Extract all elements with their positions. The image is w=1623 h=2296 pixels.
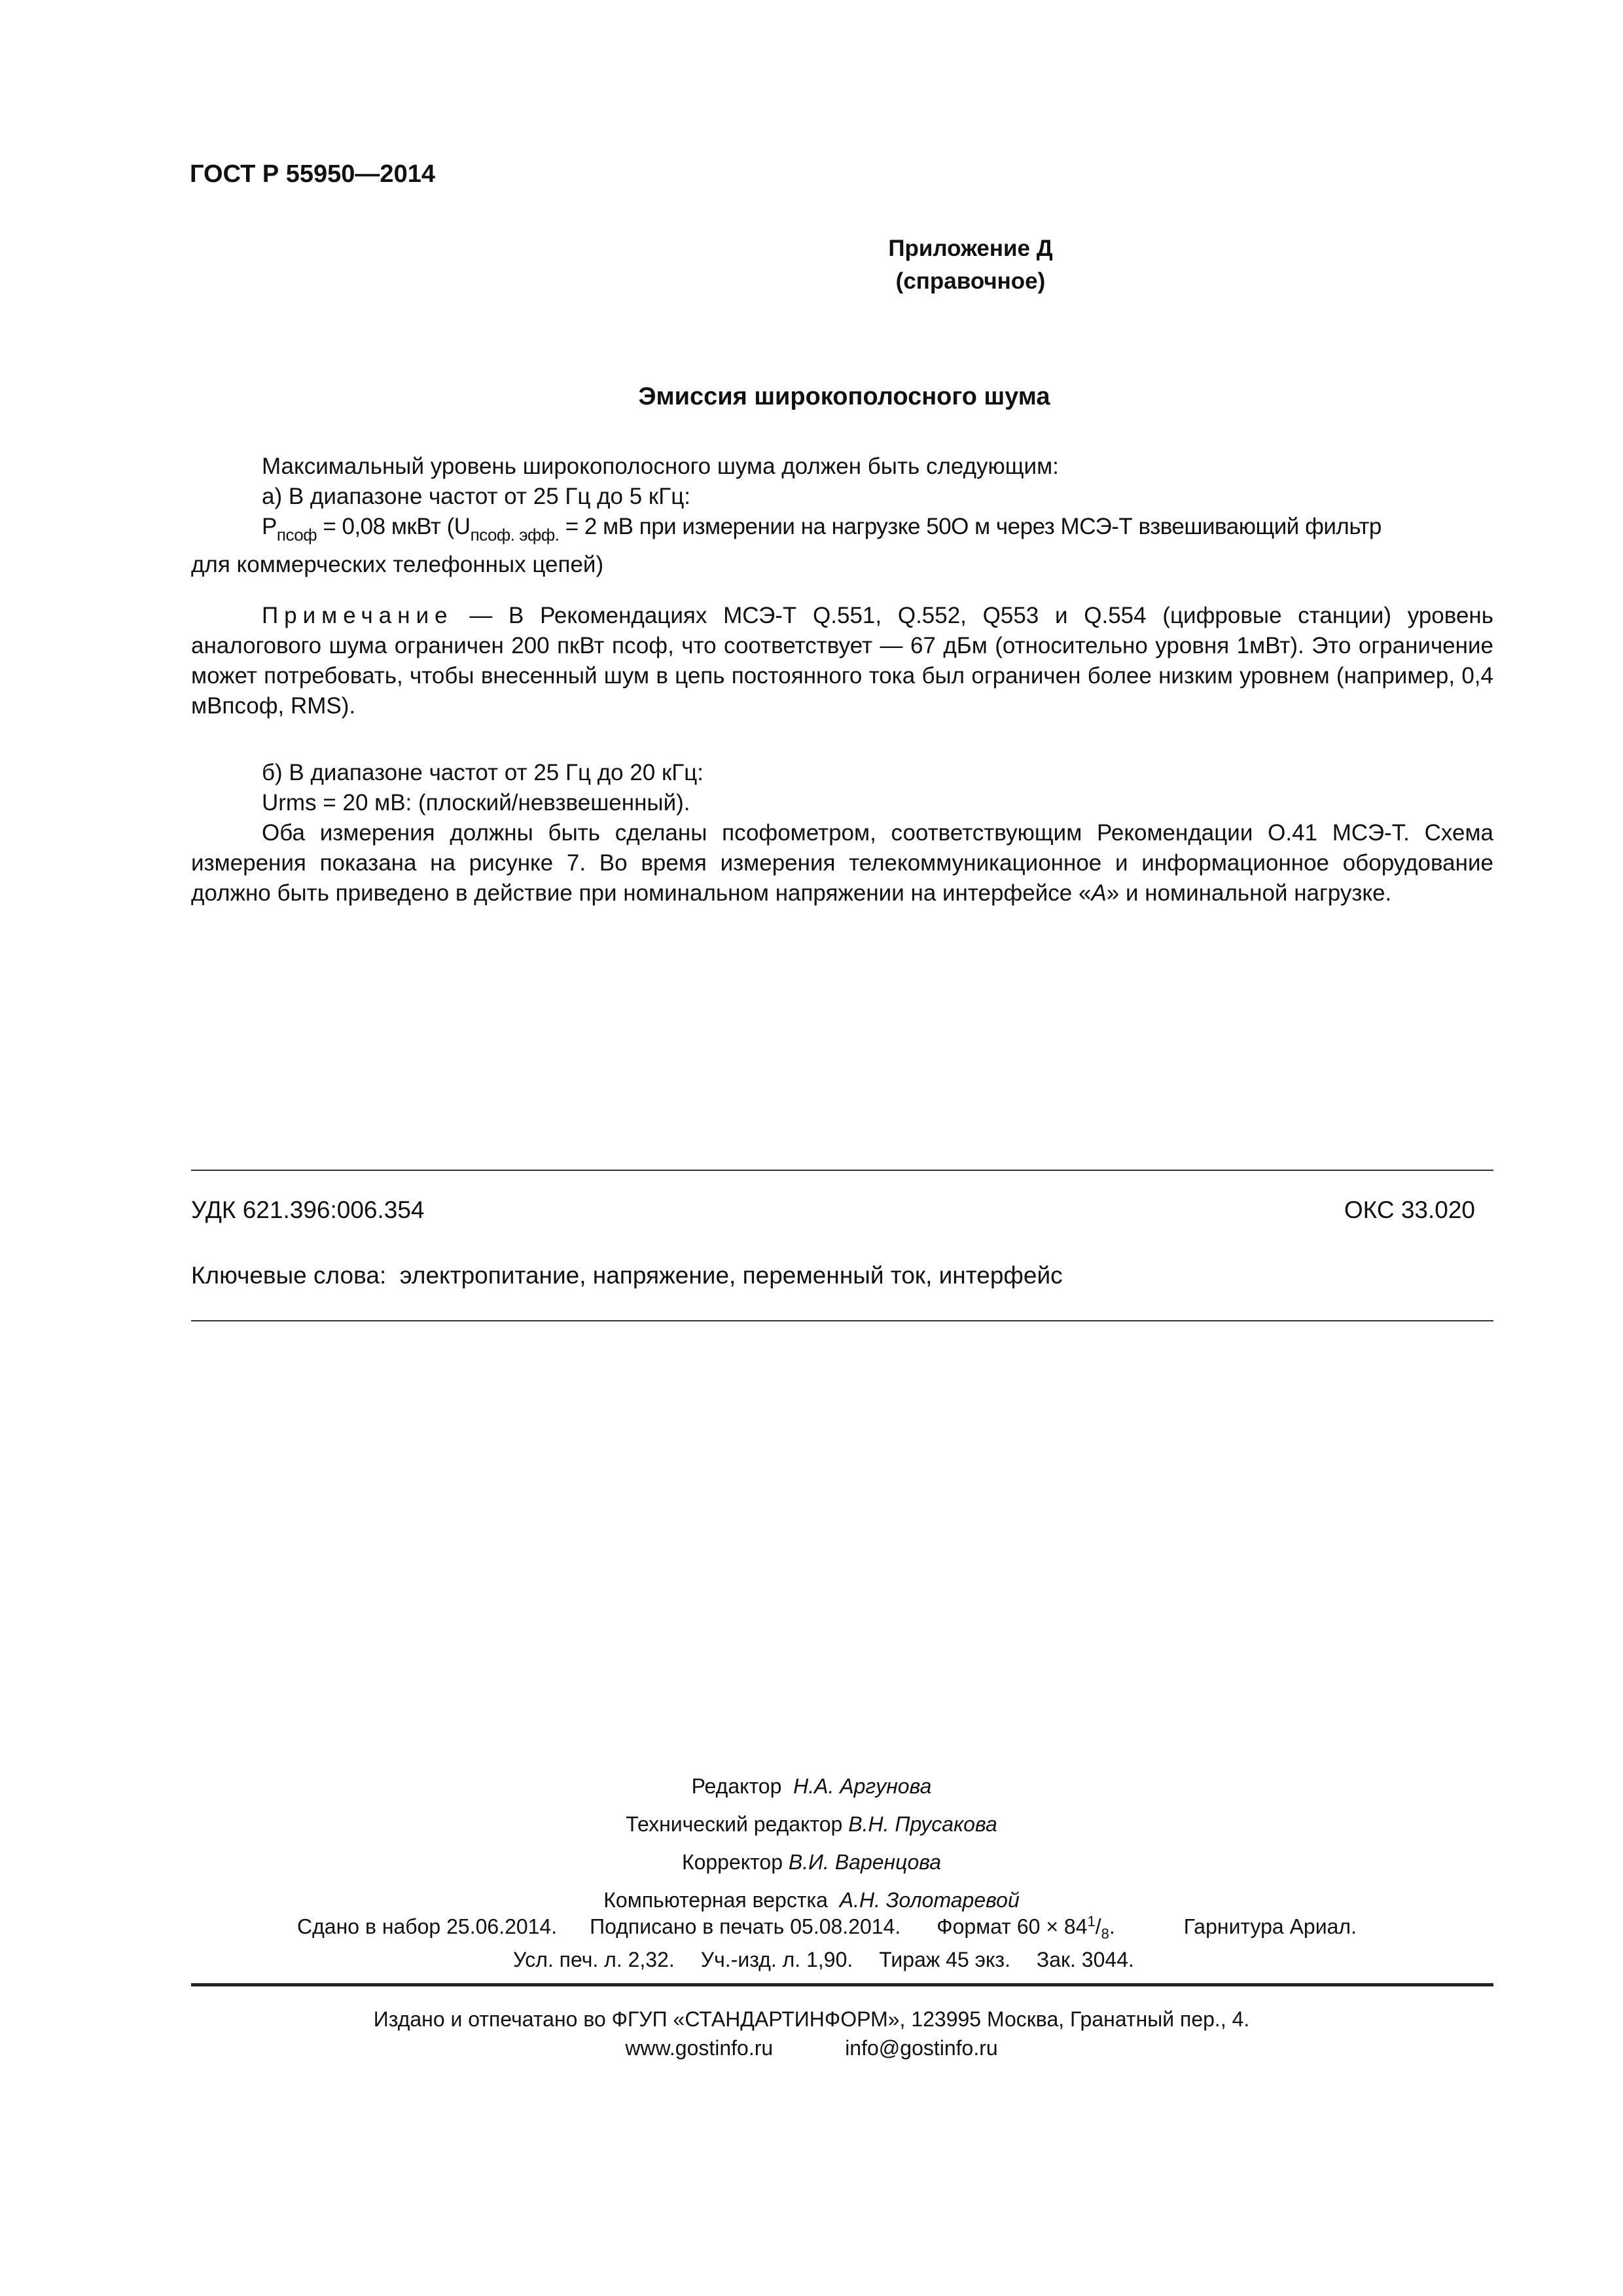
format-frac-den: 8 (1101, 1926, 1109, 1943)
appendix-label: Приложение Д (888, 236, 1053, 261)
signed-date: Подписано в печать 05.08.2014. (590, 1914, 901, 1939)
editor-role: Редактор (691, 1774, 782, 1798)
order-number: Зак. 3044. (1036, 1948, 1134, 1971)
urms-line: Urms = 20 мВ: (плоский/невзвешенный). (262, 790, 690, 816)
publisher-email[interactable]: info@gostinfo.ru (845, 2036, 998, 2060)
udk-code: УДК 621.396:006.354 (191, 1196, 425, 1223)
divider-top (191, 1170, 1493, 1171)
format-value: 84 (1063, 1914, 1088, 1939)
imprint-credits (0, 1767, 1623, 1919)
keywords-list: электропитание, напряжение, переменный ток, интерфейс (399, 1262, 1063, 1289)
final-paragraph (191, 818, 1493, 908)
imprint-divider (191, 1983, 1493, 1986)
note-text: — В Рекомендациях МСЭ-Т Q.551, Q.552, Q553 и Q.554 (цифровые станции) уровень аналогового шума ограничен 200 пкВт псоф, что соответствует — 67 дБм (относительно уровня 1мВт). Это ограничение может потребовать, чтобы внесенный шум в цепь постоянного тока был ограничен более низким уровнем (например, 0,4 мВпсоф, RMS). (191, 603, 1493, 719)
interface-a: А (1091, 880, 1107, 906)
note-block (191, 601, 1493, 721)
print-sheets: Усл. печ. л. 2,32. (513, 1948, 675, 1971)
tech-editor-role: Технический редактор (626, 1812, 843, 1836)
circulation: Тираж 45 экз. (879, 1948, 1010, 1971)
appendix-heading (709, 232, 1232, 298)
pub-sheets: Уч.-изд. л. 1,90. (700, 1948, 853, 1971)
editor-line (0, 1767, 1623, 1805)
oks-value: ОКС 33.020 (1344, 1196, 1475, 1223)
note-label: Примечание (262, 603, 454, 628)
standard-number: ГОСТ Р 55950—2014 (190, 160, 435, 188)
editor-name: Н.А. Аргунова (793, 1774, 932, 1798)
formula-u-subscript: псоф. эфф. (470, 525, 560, 545)
publisher-contacts (0, 2034, 1623, 2062)
formula-line (191, 512, 1493, 550)
format-times: × (1046, 1914, 1058, 1939)
section-title: Эмиссия широкополосного шума (638, 383, 1050, 410)
format-label: Формат 60 (936, 1914, 1041, 1939)
note-paragraph (191, 601, 1493, 721)
layout-role: Компьютерная верстка (603, 1888, 828, 1912)
formula-rest: = 2 мВ при измерении на нагрузке 50О м через МСЭ-Т взвешивающий фильтр (559, 514, 1382, 539)
item-a: а) В диапазоне частот от 25 Гц до 5 кГц: (262, 484, 690, 509)
publisher-website[interactable]: www.gostinfo.ru (625, 2036, 774, 2060)
final-text-1: Оба измерения должны быть сделаны псофометром, соответствующим Рекомендации О.41 МСЭ-Т. Схема измерения показана на рисунке 7. Во время измерения телекоммуникационное и информационное оборудование должно быть приведено в действие при номинальном напряжении на интерфейсе « (191, 820, 1493, 906)
corrector-role: Корректор (681, 1850, 783, 1874)
body-part-a (191, 452, 1493, 580)
corrector-name: В.И. Варенцова (788, 1850, 942, 1874)
appendix-type: (справочное) (895, 268, 1046, 294)
tech-editor-line (0, 1805, 1623, 1843)
publisher-block (0, 2005, 1623, 2062)
font-name: Гарнитура Ариал. (1183, 1914, 1357, 1939)
final-text-2: » и номинальной нагрузке. (1106, 880, 1392, 906)
intro-paragraph: Максимальный уровень широкополосного шума должен быть следующим: (262, 454, 1059, 479)
print-details-line-2 (513, 1941, 1134, 1979)
keywords-label: Ключевые слова: (191, 1262, 387, 1289)
tech-editor-name: В.Н. Прусакова (848, 1812, 997, 1836)
print-details-line-1: Сдано в набор 25.06.2014. Подписано в печать 05.08.2014. Формат $60 \times 84^1/_8$. Гарнитура Ариал. (297, 1913, 1357, 1943)
layout-name: А.Н. Золотаревой (839, 1888, 1020, 1912)
formula-p: P (262, 514, 277, 539)
keywords-line (191, 1262, 1063, 1289)
oks-code (1178, 1196, 1493, 1224)
formula-mid: = 0,08 мкВт (U (317, 514, 471, 539)
divider-bottom (191, 1320, 1493, 1321)
item-b: б) В диапазоне частот от 25 Гц до 20 кГц: (262, 760, 704, 785)
format-frac-num: 1 (1087, 1913, 1096, 1929)
submitted-date: Сдано в набор 25.06.2014. (297, 1914, 558, 1939)
body-part-b (191, 758, 1493, 908)
formula-continuation: для коммерческих телефонных цепей) (191, 552, 604, 577)
formula-p-subscript: псоф (276, 525, 317, 545)
corrector-line (0, 1843, 1623, 1881)
publisher-line: Издано и отпечатано во ФГУП «СТАНДАРТИНФОРМ», 123995 Москва, Гранатный пер., 4. (373, 2007, 1250, 2031)
